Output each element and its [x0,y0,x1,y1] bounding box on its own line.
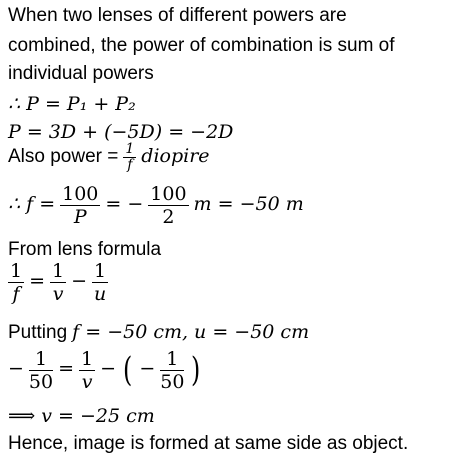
fraction-denominator: f [127,157,133,173]
equals-minus: = − [105,193,144,216]
fraction-denominator: u [93,283,107,305]
hundred-over-p-fraction [60,183,100,228]
fraction-numerator: 1 [10,260,23,282]
conclusion-line: Hence, image is formed at same side as object. [8,433,409,454]
one-over-v-fraction [50,260,66,305]
fraction-denominator: v [52,283,64,305]
substitution-line [8,320,309,345]
fraction-denominator: 50 [28,370,54,393]
fraction-numerator: 1 [52,260,65,282]
fraction-denominator: f [12,283,20,305]
power-definition-label: Also power = [8,146,119,168]
one-over-fifty-fraction [29,348,53,393]
text-line-2: combined, the power of combination is sum of [8,35,395,56]
fraction-numerator: 100 [150,183,187,205]
focal-length-line [8,183,304,228]
fraction-numerator: 1 [94,260,107,282]
fraction-denominator: P [73,206,87,228]
fraction-denominator: 50 [160,370,185,393]
equals-sign: = [58,357,75,380]
fraction-denominator: v [81,370,93,393]
one-over-u-fraction [92,260,108,305]
fraction-denominator: 2 [162,206,175,228]
right-parenthesis: ) [191,350,201,390]
one-over-f-fraction [8,260,24,305]
minus-sign: − [71,270,88,293]
one-over-fifty-fraction [160,348,184,393]
one-over-v-fraction [79,348,95,393]
text-line-1: When two lenses of different powers are [8,5,347,26]
substitution-label: Putting [8,322,68,343]
focal-length-result: m = −50 m [193,193,304,216]
fraction-numerator: 100 [62,183,99,205]
hundred-over-two-fraction [148,183,188,228]
substitution-values: f = −50 cm, u = −50 cm [72,321,310,343]
fraction-numerator: 1 [29,348,53,371]
text-line-3: individual powers [8,63,154,84]
focal-length-prefix: ∴ f = [8,193,56,216]
minus-sign: − [8,357,24,380]
power-definition-line [8,142,210,173]
power-value-equation: P = 3D + (−5D) = −2D [8,121,234,143]
lens-formula-heading: From lens formula [8,239,162,260]
fraction-numerator: 1 [160,348,184,371]
minus-sign: − [100,357,117,380]
equals-sign: = [29,270,46,293]
one-over-f-fraction [123,142,136,173]
fraction-numerator: 1 [125,141,135,157]
lens-formula-equation [8,260,108,305]
power-sum-equation: ∴ P = P₁ + P₂ [8,93,136,115]
fraction-numerator: 1 [81,347,94,370]
power-unit: diopire [141,145,210,168]
image-distance-result: ⟹ v = −25 cm [8,405,155,427]
inner-minus-sign: − [139,357,156,380]
substituted-equation [8,346,203,394]
left-parenthesis: ( [123,350,133,390]
